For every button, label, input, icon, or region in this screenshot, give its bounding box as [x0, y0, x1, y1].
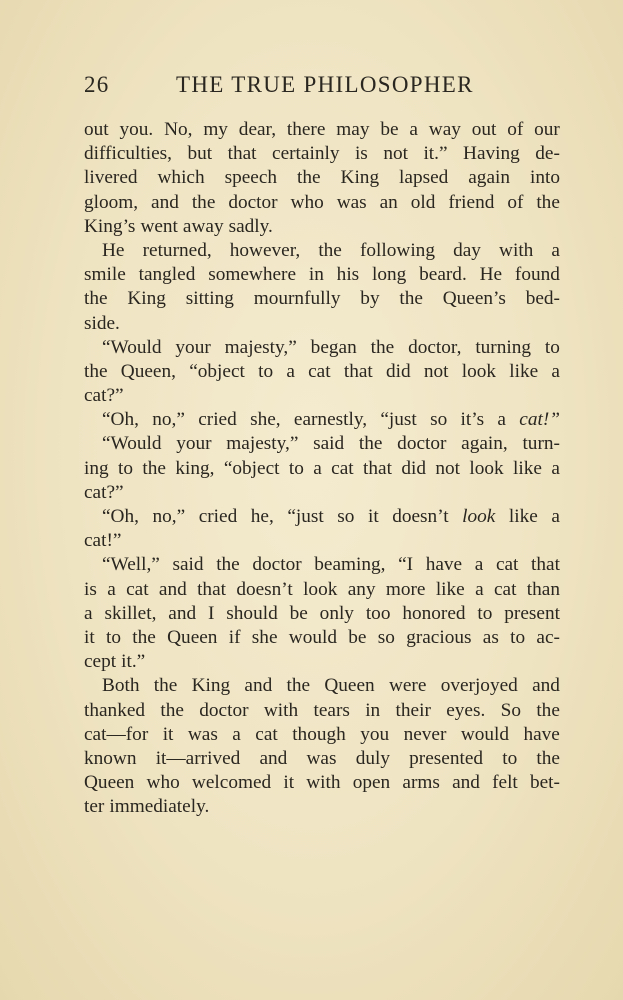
text-line: side.: [84, 312, 120, 334]
text-line: ter immediately.: [84, 796, 210, 818]
text-line: thanked the doctor with tears in their eyes. So the: [84, 699, 560, 721]
text-line: it to the Queen if she would be so gracious as to ac-: [84, 626, 560, 648]
text-line: Queen who welcomed it with open arms and felt bet-: [84, 772, 560, 794]
text-line: ing to the king, “object to a cat that did not look like a: [84, 457, 560, 479]
text-line: “Would your majesty,” began the doctor, turning to: [102, 336, 560, 358]
text-line: a skillet, and I should be only too honored to present: [84, 602, 560, 624]
text-line: “Oh, no,” cried he, “just so it doesn’t look like a: [102, 506, 560, 527]
body-text: [84, 118, 560, 819]
text-line: cat—for it was a cat though you never would have: [84, 723, 560, 745]
text-line: known it—arrived and was duly presented to the: [84, 747, 560, 769]
text-line: cat?”: [84, 385, 124, 407]
text-line: gloom, and the doctor who was an old friend of the: [84, 191, 560, 213]
text-line: the King sitting mournfully by the Queen’s bed-: [84, 288, 560, 310]
text-line: cat!”: [84, 530, 122, 552]
text-line: the Queen, “object to a cat that did not look like a: [84, 360, 560, 382]
text-line: “Would your majesty,” said the doctor again, turn-: [102, 433, 560, 455]
text-line: “Oh, no,” cried she, earnestly, “just so it’s a cat!”: [102, 409, 560, 431]
text-line: is a cat and that doesn’t look any more like a cat than: [84, 578, 560, 600]
text-line: difficulties, but that certainly is not it.” Having de-: [84, 143, 560, 165]
text-line: out you. No, my dear, there may be a way out of our: [84, 119, 560, 140]
text-line: “Well,” said the doctor beaming, “I have a cat that: [102, 554, 560, 576]
text-line: King’s went away sadly.: [84, 215, 273, 237]
text-line: cept it.”: [84, 651, 146, 673]
running-head: [84, 70, 560, 100]
text-line: Both the King and the Queen were overjoyed and: [102, 675, 560, 697]
text-line: livered which speech the King lapsed again into: [84, 167, 560, 189]
text-line: smile tangled somewhere in his long beard. He found: [84, 264, 560, 286]
page-number: 26: [84, 72, 110, 97]
running-title: THE TRUE PHILOSOPHER: [176, 72, 474, 97]
text-line: He returned, however, the following day with a: [102, 239, 560, 261]
text-line: cat?”: [84, 481, 124, 503]
